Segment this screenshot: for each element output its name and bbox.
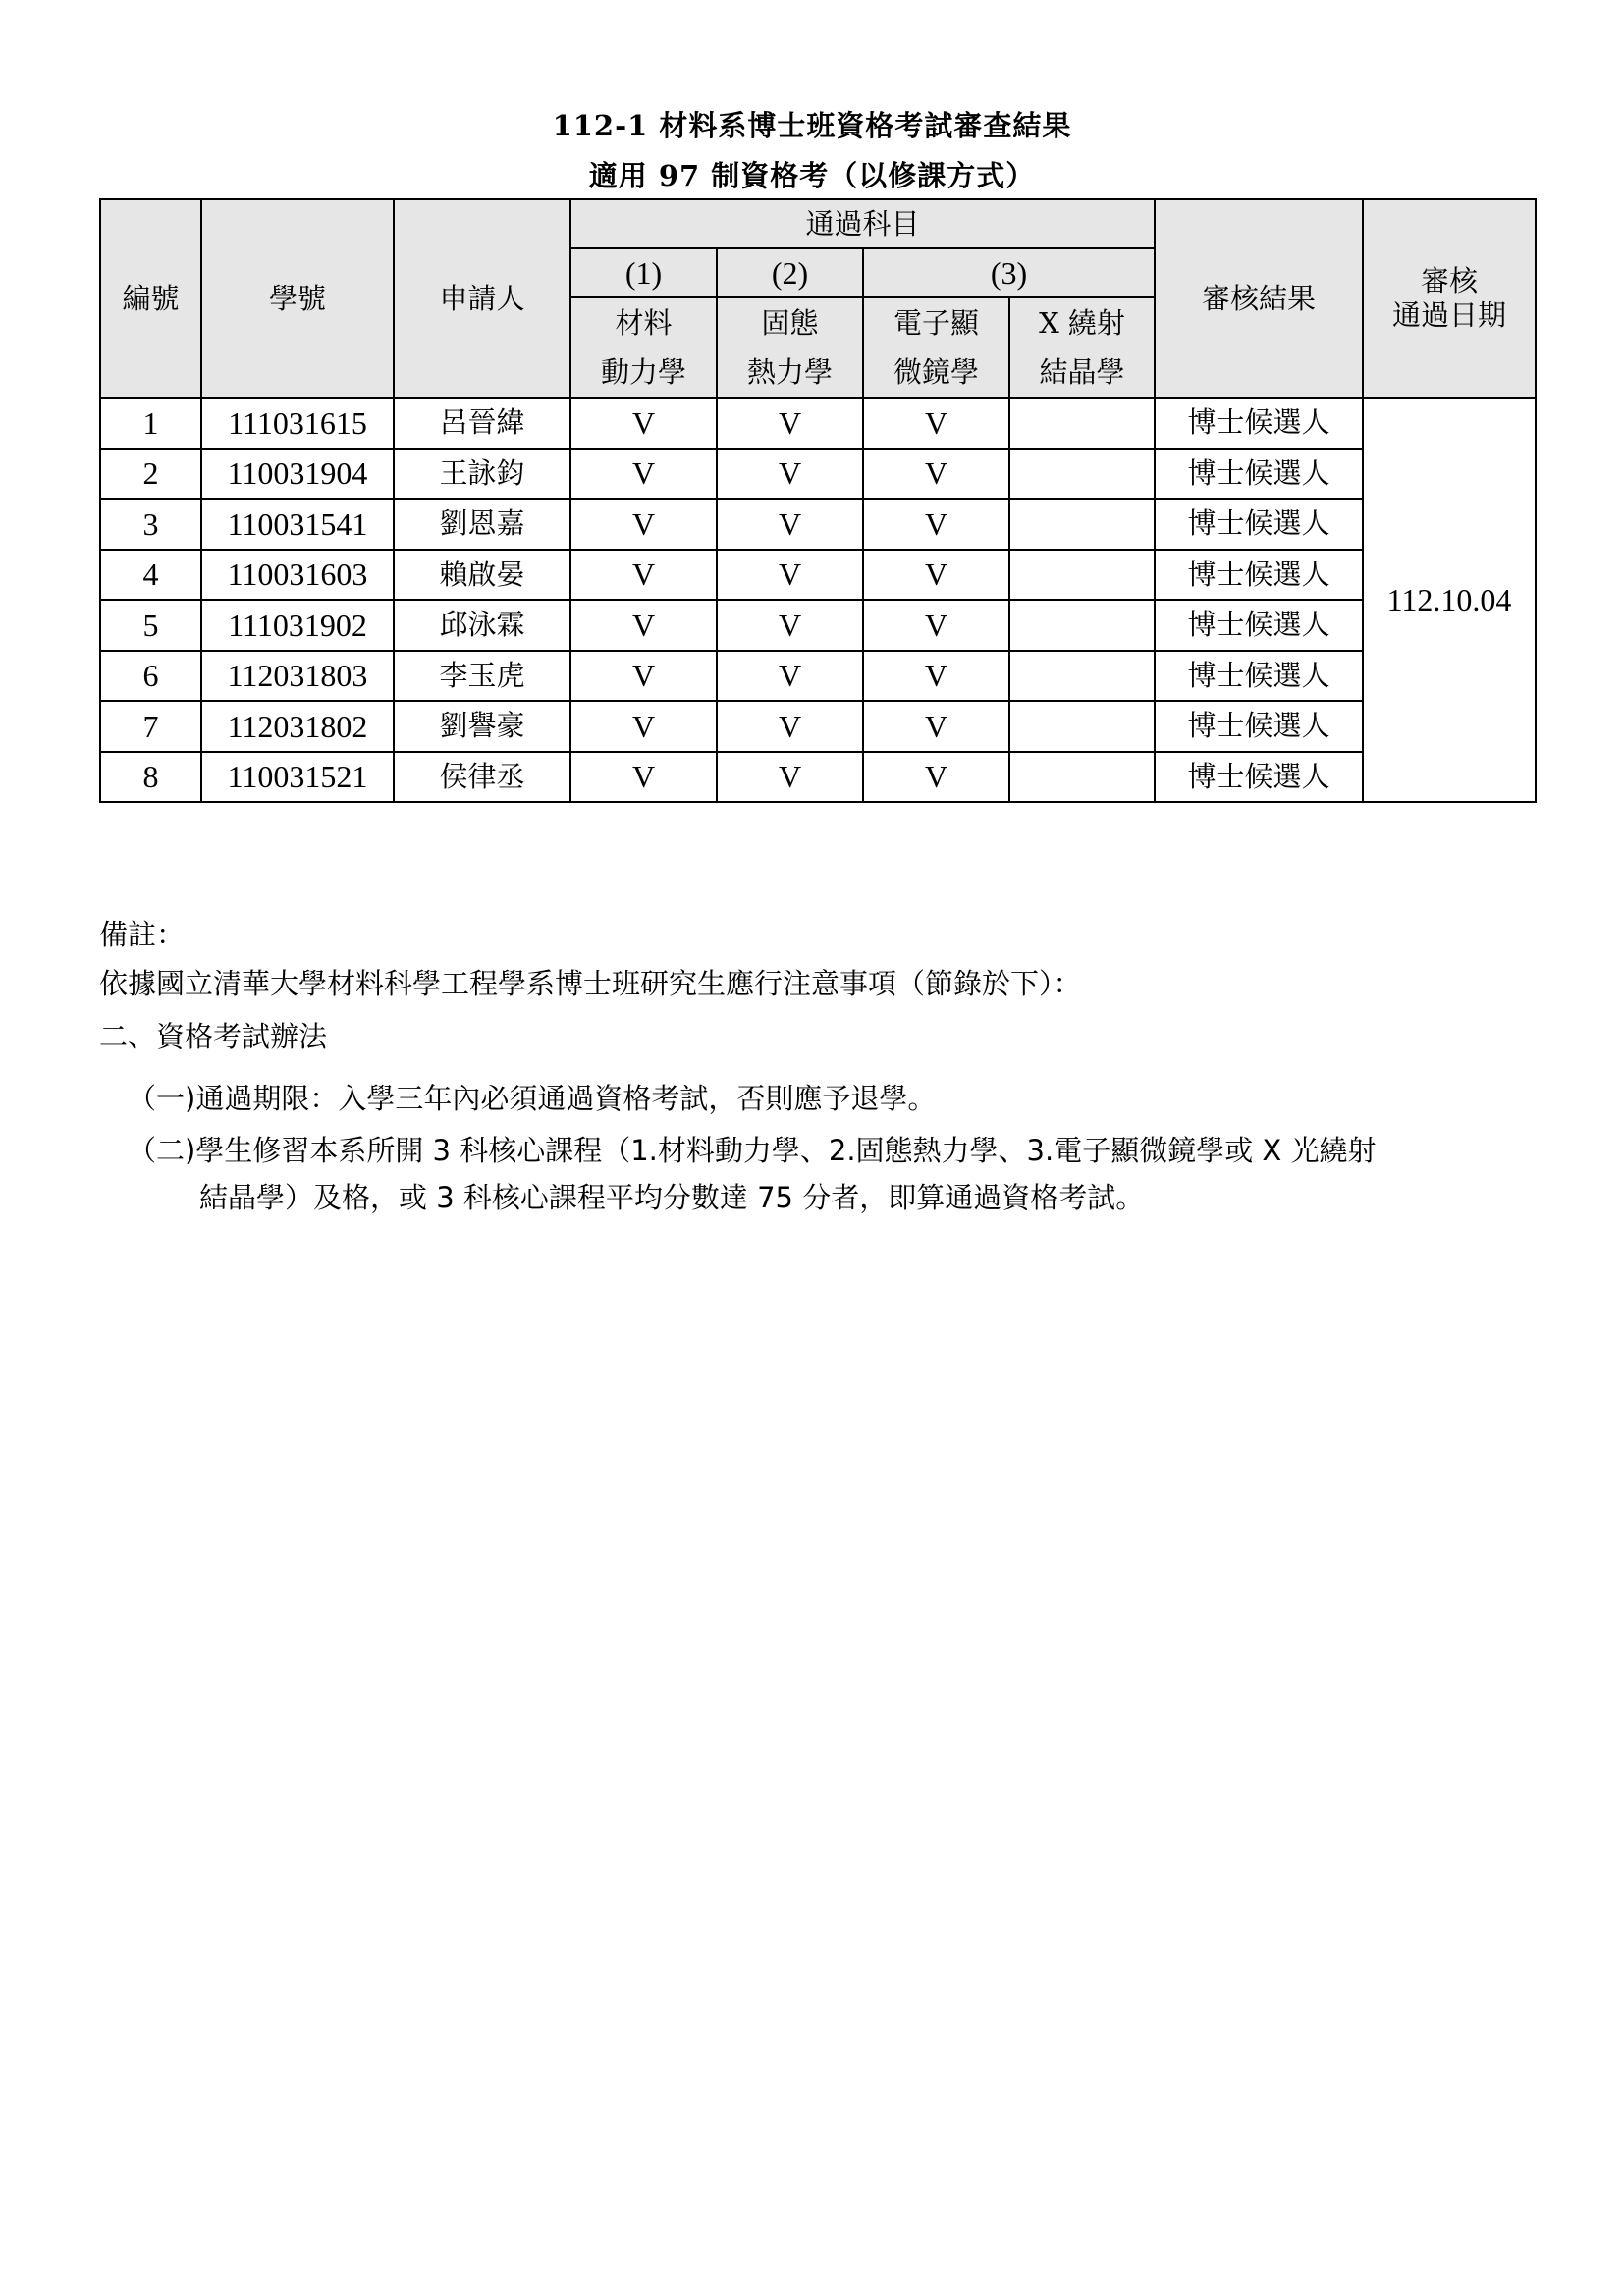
row-result: 博士候選人 [1155, 499, 1363, 550]
row-student-id: 110031521 [201, 752, 394, 803]
row-name: 侯律丞 [394, 752, 570, 803]
header-applicant: 申請人 [394, 199, 570, 398]
notes-heading: 備註： [99, 918, 186, 951]
notes-line-1: 依據國立清華大學材料科學工程學系博士班研究生應行注意事項（節錄於下）： [99, 967, 1082, 1000]
row-subject-3-mark: V [863, 550, 1009, 601]
row-subject-2-mark: V [717, 449, 863, 500]
row-no: 2 [100, 449, 201, 500]
header-group-1: (1) [570, 248, 717, 297]
row-result: 博士候選人 [1155, 550, 1363, 601]
header-subject-2 [717, 297, 863, 398]
row-subject-2-mark: V [717, 600, 863, 651]
row-student-id: 112031803 [201, 651, 394, 702]
row-result: 博士候選人 [1155, 701, 1363, 752]
table-row [100, 398, 1536, 449]
row-subject-4-mark [1009, 752, 1155, 803]
row-subject-1-mark: V [570, 600, 717, 651]
header-subject-4-line2: 結晶學 [1039, 355, 1125, 389]
header-subject-3-line2: 微鏡學 [893, 355, 979, 389]
row-subject-1-mark: V [570, 449, 717, 500]
row-subject-2-mark: V [717, 651, 863, 702]
row-no: 4 [100, 550, 201, 601]
row-subject-3-mark: V [863, 398, 1009, 449]
header-student-id: 學號 [201, 199, 394, 398]
row-name: 呂晉緯 [394, 398, 570, 449]
row-no: 5 [100, 600, 201, 651]
header-subject-4 [1009, 297, 1155, 398]
row-no: 8 [100, 752, 201, 803]
row-result: 博士候選人 [1155, 449, 1363, 500]
header-subject-3 [863, 297, 1009, 398]
row-subject-3-mark: V [863, 701, 1009, 752]
header-subject-2-line1: 固態 [761, 306, 819, 340]
row-subject-3-mark: V [863, 651, 1009, 702]
row-subject-1-mark: V [570, 398, 717, 449]
row-no: 7 [100, 701, 201, 752]
header-pass-date-line2: 通過日期 [1392, 298, 1507, 332]
row-subject-1-mark: V [570, 499, 717, 550]
row-subject-4-mark [1009, 651, 1155, 702]
header-subject-2-line2: 熱力學 [746, 355, 833, 389]
row-result: 博士候選人 [1155, 398, 1363, 449]
pass-date: 112.10.04 [1363, 398, 1536, 802]
header-subject-1-line1: 材料 [615, 306, 673, 340]
row-subject-4-mark [1009, 600, 1155, 651]
header-no: 編號 [100, 199, 201, 398]
notes-line-5: 結晶學）及格，或 3 科核心課程平均分數達 75 分者，即算通過資格考試。 [199, 1181, 1145, 1214]
row-result: 博士候選人 [1155, 752, 1363, 803]
row-subject-4-mark [1009, 550, 1155, 601]
row-subject-2-mark: V [717, 752, 863, 803]
row-subject-3-mark: V [863, 499, 1009, 550]
table-row [100, 550, 1536, 601]
header-group-3: (3) [863, 248, 1155, 297]
header-passed-subjects: 通過科目 [570, 199, 1155, 248]
row-name: 劉譽豪 [394, 701, 570, 752]
row-subject-4-mark [1009, 499, 1155, 550]
table-row [100, 752, 1536, 803]
document-title: 112-1 材料系博士班資格考試審查結果 [552, 109, 1072, 142]
row-subject-3-mark: V [863, 752, 1009, 803]
row-student-id: 112031802 [201, 701, 394, 752]
table-row [100, 701, 1536, 752]
header-group-2: (2) [717, 248, 863, 297]
row-student-id: 110031904 [201, 449, 394, 500]
document-subtitle: 適用 97 制資格考（以修課方式） [588, 159, 1036, 192]
row-subject-1-mark: V [570, 550, 717, 601]
header-subject-1 [570, 297, 717, 398]
header-subject-3-line1: 電子顯 [893, 306, 979, 340]
row-name: 李玉虎 [394, 651, 570, 702]
row-name: 賴啟晏 [394, 550, 570, 601]
results-table [99, 198, 1537, 803]
row-result: 博士候選人 [1155, 651, 1363, 702]
row-subject-2-mark: V [717, 550, 863, 601]
row-student-id: 111031902 [201, 600, 394, 651]
notes-line-4: （二)學生修習本系所開 3 科核心課程（1.材料動力學、2.固態熱力學、3.電子顯微鏡學或 X 光繞射 [128, 1134, 1377, 1167]
row-subject-2-mark: V [717, 701, 863, 752]
row-result: 博士候選人 [1155, 600, 1363, 651]
header-result: 審核結果 [1155, 199, 1363, 398]
row-subject-2-mark: V [717, 398, 863, 449]
row-subject-3-mark: V [863, 600, 1009, 651]
row-subject-4-mark [1009, 701, 1155, 752]
header-pass-date [1363, 199, 1536, 398]
row-name: 劉恩嘉 [394, 499, 570, 550]
row-no: 6 [100, 651, 201, 702]
row-subject-2-mark: V [717, 499, 863, 550]
row-name: 王詠鈞 [394, 449, 570, 500]
row-no: 3 [100, 499, 201, 550]
row-subject-1-mark: V [570, 752, 717, 803]
table-row [100, 449, 1536, 500]
row-subject-1-mark: V [570, 701, 717, 752]
row-student-id: 110031541 [201, 499, 394, 550]
row-no: 1 [100, 398, 201, 449]
header-subject-1-line2: 動力學 [600, 355, 686, 389]
header-subject-4-line1: X 繞射 [1039, 306, 1125, 340]
header-pass-date-line1: 審核 [1421, 264, 1479, 298]
row-subject-1-mark: V [570, 651, 717, 702]
row-student-id: 110031603 [201, 550, 394, 601]
table-row [100, 499, 1536, 550]
row-name: 邱泳霖 [394, 600, 570, 651]
row-subject-3-mark: V [863, 449, 1009, 500]
table-row [100, 651, 1536, 702]
table-row [100, 600, 1536, 651]
notes-line-3: （一)通過期限：入學三年內必須通過資格考試，否則應予退學。 [128, 1082, 937, 1115]
row-subject-4-mark [1009, 449, 1155, 500]
row-subject-4-mark [1009, 398, 1155, 449]
row-student-id: 111031615 [201, 398, 394, 449]
notes-line-2: 二、資格考試辦法 [99, 1020, 328, 1053]
